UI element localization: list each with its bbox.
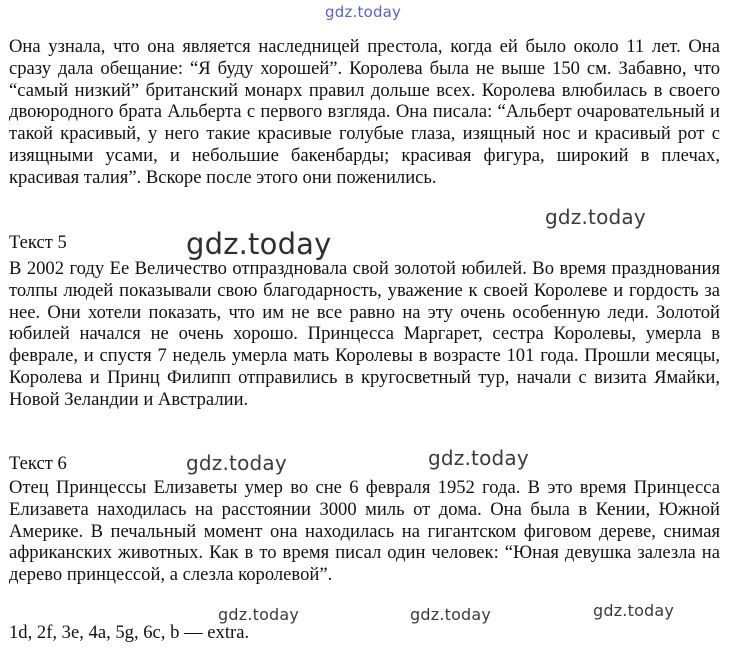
text5-section [9,258,720,411]
watermark-top: gdz.today [325,3,402,21]
answers-line: 1d, 2f, 3e, 4a, 5g, 6c, b — extra. [9,622,250,643]
watermark-bottom-left: gdz.today [218,605,300,624]
text5-heading: Текст 5 [9,232,67,253]
intro-paragraph: Она узнала, что она является наследницей престола, когда ей было около 11 лет. Она сразу дала обещание: “Я буду хорошей”. Королева была не выше 150 см. Забавно, что “самый низкий” британский монарх правил дольше всех. Королева влюбилась в своего двоюродного брата Альберта с первого взгляда. Она писала: “Альберт очаровательный и такой красивый, у него такие красивые голубые глаза, изящный нос и красивый рот с изящными усами, и небольшие бакенбарды; красивая фигура, широкий в плечах, красивая талия”. Вскоре после этого они поженились. [9,36,720,188]
watermark-text6-left: gdz.today [186,451,287,475]
watermark-bottom-mid: gdz.today [410,605,492,624]
text5-paragraph: В 2002 году Ее Величество отпраздновала свой золотой юбилей. Во время празднования толпы людей показывали свою благодарность, уважение к своей Королеве и гордость за нее. Они хотели показать, что им не все равно на эту очень особенную леди. Золотой юбилей начался не очень хорошо. Принцесса Маргарет, сестра Королевы, умерла в феврале, и спустя 7 недель умерла мать Королевы в возрасте 101 года. Прошли месяцы, Королева и Принц Филипп отправились в кругосветный тур, начали с визита Ямайки, Новой Зеландии и Австралии. [9,258,720,410]
watermark-intro-right: gdz.today [545,205,646,229]
text6-section [9,477,720,586]
watermark-large: gdz.today [186,227,332,261]
watermark-text6-mid: gdz.today [428,446,529,470]
text6-heading: Текст 6 [9,453,67,474]
intro-section [9,36,720,189]
text6-paragraph: Отец Принцессы Елизаветы умер во сне 6 февраля 1952 года. В это время Принцесса Елизавета находилась на расстоянии 3000 миль от дома. Она была в Кении, Южной Америке. В печальный момент она находилась на гигантском фиговом дереве, снимая африканских животных. Как в то время писал один человек: “Юная девушка залезла на дерево принцессой, а слезла королевой”. [9,477,720,586]
watermark-bottom-right: gdz.today [593,601,675,620]
